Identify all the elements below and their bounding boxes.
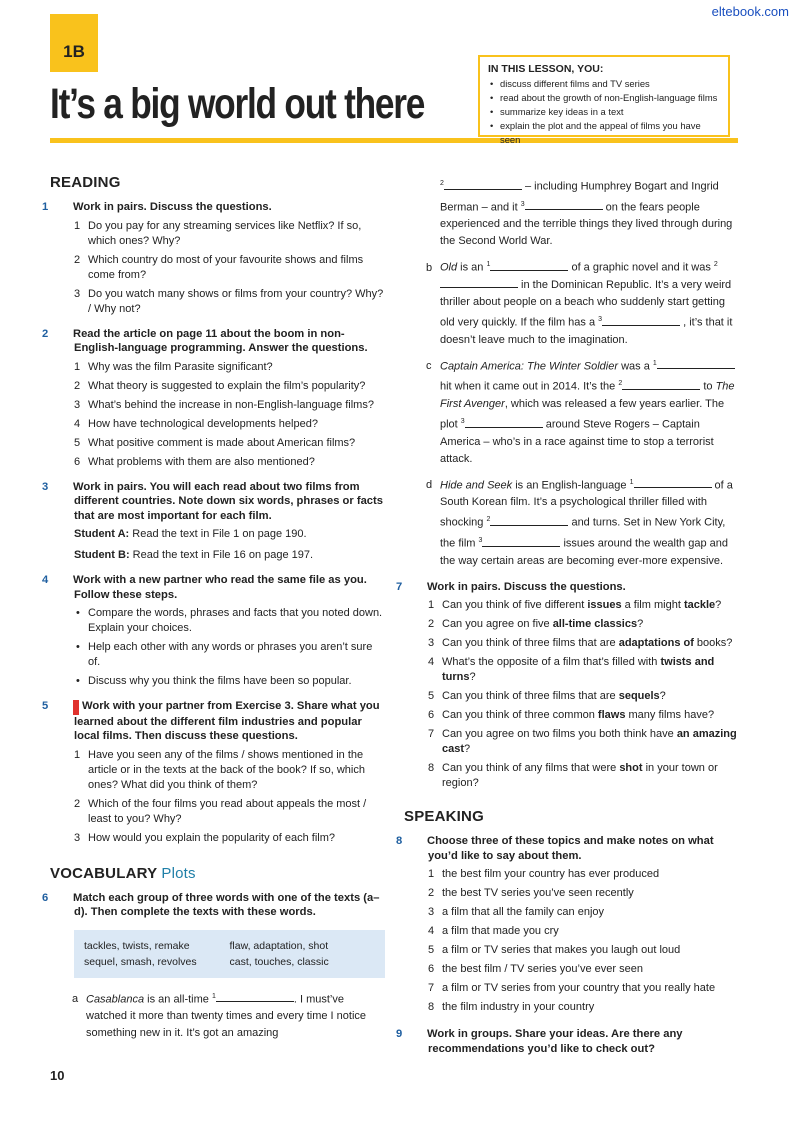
answer-blank[interactable] <box>490 515 568 526</box>
list-item: 8 the film industry in your country <box>428 1001 595 1014</box>
list-item: 5 Can you think of three films that are sequels? <box>428 690 666 703</box>
list-item: 3 a film that all the family can enjoy <box>428 906 605 919</box>
reading-heading: READING <box>50 174 121 191</box>
answer-blank[interactable] <box>444 179 522 190</box>
question-3: 3 Work in pairs. You will each read about two films from different countries. Note down six words, phrases or facts that are most important for each film. <box>42 480 383 522</box>
answer-blank[interactable] <box>657 358 735 369</box>
list-item: 6 the best film / TV series you’ve ever seen <box>428 963 643 976</box>
answer-blank[interactable] <box>622 379 700 390</box>
list-item: 8 Can you think of any films that were shot in your town or region? <box>428 762 718 790</box>
lesson-objectives-box <box>478 55 730 145</box>
bullet-item: • Help each other with any words or phrases you aren’t sure of. <box>50 640 385 670</box>
list-item: 2 Can you agree on five all-time classics? <box>428 618 644 631</box>
list-item: 1 Have you seen any of the films / shows mentioned in the article or in the texts at the back of the book? If so, which ones? What did you think of them? <box>74 748 365 791</box>
bullet-item: • Discuss why you think the films have been so popular. <box>50 674 385 689</box>
lesson-item: • summarize key ideas in a text <box>500 105 720 119</box>
question-2: 2 Read the article on page 11 about the boom in non-English-language programming. Answer the questions. <box>42 327 368 354</box>
question-9: 9 Work in groups. Share your ideas. Are there any recommendations you’d like to check out? <box>396 1028 683 1055</box>
word-group: cast, touches, classic <box>229 955 329 968</box>
question-5: 5 M Work with your partner from Exercise 3. Share what you learned about the different film industries and popular local films. Then discuss these questions. <box>42 700 380 742</box>
list-item: 3 Do you watch many shows or films from your country? Why? / Why not? <box>74 287 384 315</box>
left-column <box>42 174 385 1042</box>
list-item: 5 a film or TV series that makes you laugh out loud <box>428 944 681 957</box>
list-item: 4 How have technological developments helped? <box>74 417 318 430</box>
question-7: 7 Work in pairs. Discuss the questions. <box>396 580 626 593</box>
text-a-part1: a Casablanca is an all-time $^1$ . I must’ve watched it more than twenty times and every time I notice something new in it. It’s got an amazing <box>72 992 367 1040</box>
list-item: 3 How would you explain the popularity of each film? <box>74 831 336 844</box>
list-item: 3 Can you think of three films that are adaptations of books? <box>428 637 733 650</box>
list-item: 4 What’s the opposite of a film that’s filled with twists and turns? <box>428 656 715 684</box>
question-1: 1 Work in pairs. Discuss the questions. <box>42 201 272 213</box>
right-column <box>396 175 739 1056</box>
list-item: 4 a film that made you cry <box>428 925 559 938</box>
lesson-item: • explain the plot and the appeal of films you have seen <box>500 119 720 147</box>
word-group: tackles, twists, remake <box>84 939 190 952</box>
list-item: 1 Can you think of five different issues a film might tackle? <box>428 599 722 612</box>
bullet-item: • Compare the words, phrases and facts that you noted down. Explain your choices. <box>50 606 385 636</box>
question-8: 8 Choose three of these topics and make notes on what you’d like to say about them. <box>396 835 714 862</box>
list-item: 2 the best TV series you’ve seen recently <box>428 887 634 900</box>
student-a-line: Student A: Read the text in File 1 on page 190. <box>74 528 307 540</box>
question-4: 4 Work with a new partner who read the same file as you. Follow these steps. <box>42 574 367 601</box>
text-c: c Captain America: The Winter Soldier was a $^1$ hit when it came out in 2014. It’s the $^2$ to The First Avenger, which was released a few years earlier. The plot $^3$ around Steve Rogers – Captain America – who’s in a race against time to stop a terrorist attack. <box>426 359 735 465</box>
answer-blank[interactable] <box>602 315 680 326</box>
answer-blank[interactable] <box>216 991 294 1002</box>
answer-blank[interactable] <box>634 477 712 488</box>
text-a-part2: $^2$ – including Humphrey Bogart and Ingrid Berman – and it $^3$ on the fears people experienced and the terrible things they lived through during the Second World War. <box>440 180 733 248</box>
answer-blank[interactable] <box>525 199 603 210</box>
page-number: 10 <box>50 1068 65 1083</box>
list-item: 7 a film or TV series from your country that you really hate <box>428 982 716 995</box>
text-b: b Old is an $^1$ of a graphic novel and it was $^2$ in the Dominican Republic. It’s a very weird thriller about people on a beach who suddenly start getting old very quickly. If the film has a $^3$ , it’s that it doesn’t leave much to the imagination. <box>426 261 733 346</box>
lesson-item: • discuss different films and TV series <box>500 77 720 91</box>
lesson-item: • read about the growth of non-English-language films <box>500 91 720 105</box>
list-item: 6 What problems with them are also mentioned? <box>74 455 315 468</box>
speaking-heading: SPEAKING <box>404 808 484 826</box>
list-item: 1 Why was the film Parasite significant? <box>74 360 273 373</box>
lesson-heading: IN THIS LESSON, YOU: <box>488 63 604 75</box>
list-item: 1 Do you pay for any streaming services like Netflix? If so, which ones? Why? <box>74 219 362 247</box>
answer-blank[interactable] <box>465 417 543 428</box>
list-item: 7 Can you agree on two films you both think have an amazing cast? <box>428 728 737 756</box>
answer-blank[interactable] <box>440 277 518 288</box>
question-6: 6 Match each group of three words with one of the texts (a–d). Then complete the texts with these words. <box>42 891 380 918</box>
word-group: sequel, smash, revolves <box>84 955 197 968</box>
list-item: 5 What positive comment is made about American films? <box>74 436 356 449</box>
vocabulary-heading: VOCABULARY Plots <box>50 864 196 882</box>
list-item: 2 Which country do most of your favourite shows and films come from? <box>74 253 364 281</box>
text-d: d Hide and Seek is an English-language $^1$ of a South Korean film. It’s a psychological thriller filled with shocking $^2$ and turns. Set in New York City, the film $^3$ issues around the wealth gap and the way certain areas are becoming ever-more expensive. <box>426 478 733 567</box>
word-group: flaw, adaptation, shot <box>229 939 329 952</box>
mediation-badge: M <box>73 700 79 715</box>
list-item: 6 Can you think of three common flaws many films have? <box>428 709 715 722</box>
list-item: 3 What’s behind the increase in non-English-language films? <box>74 398 374 411</box>
page-title: It’s a big world out there <box>50 80 425 128</box>
list-item: 2 Which of the four films you read about appeals the most / least to you? Why? <box>74 797 367 825</box>
answer-blank[interactable] <box>482 536 560 547</box>
word-box <box>74 930 385 978</box>
list-item: 2 What theory is suggested to explain the film’s popularity? <box>74 379 366 392</box>
answer-blank[interactable] <box>490 260 568 271</box>
student-b-line: Student B: Read the text in File 16 on page 197. <box>74 549 314 561</box>
list-item: 1 the best film your country has ever produced <box>428 868 660 881</box>
unit-number: 1B <box>63 42 85 61</box>
watermark: eltebook.com <box>711 4 789 19</box>
